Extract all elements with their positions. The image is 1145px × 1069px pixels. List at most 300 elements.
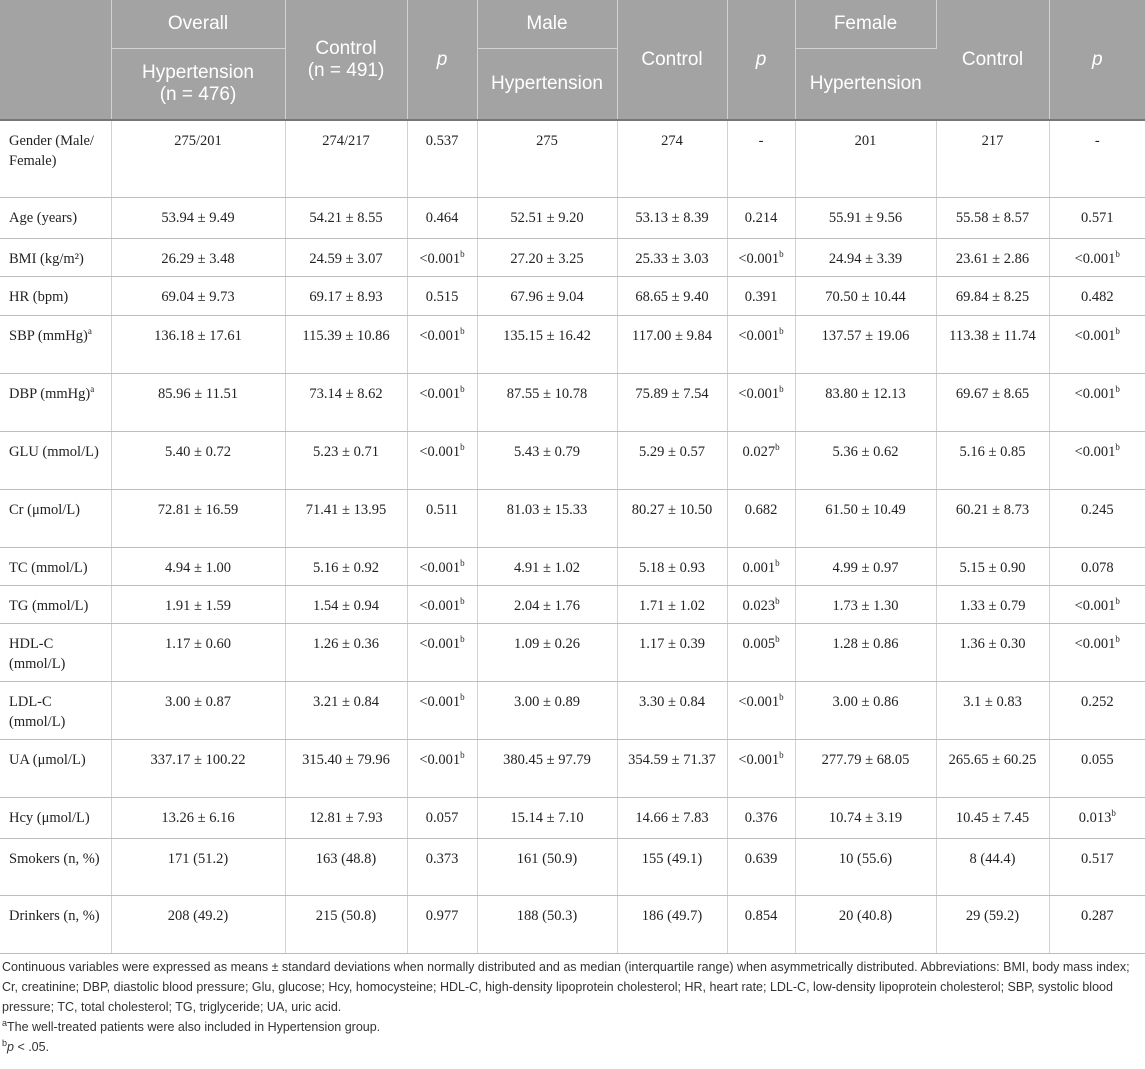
cell-value: 0.639: [744, 850, 778, 867]
row-label: [0, 489, 111, 547]
cell-male-hypertension: [477, 895, 617, 953]
cell-value: SBP (mmHg): [9, 327, 88, 344]
table-row: [0, 373, 1145, 431]
cell-value: 55.58 ± 8.57: [955, 209, 1030, 226]
cell-overall-hypertension: [111, 197, 285, 238]
cell-male-control: [617, 276, 727, 315]
cell-value: 5.43 ± 0.79: [514, 443, 580, 460]
cell-value: 0.376: [744, 809, 778, 826]
cell-value: 337.17 ± 100.22: [150, 751, 246, 768]
cell-female-p: [1049, 585, 1145, 623]
cell-value: 4.91 ± 1.02: [514, 559, 580, 576]
cell-value: <0.001: [419, 443, 461, 460]
cell-overall-p: [407, 373, 477, 431]
cell-female-control: [936, 373, 1049, 431]
cell-value: 186 (49.7): [641, 907, 703, 924]
cell-male-hypertension: [477, 315, 617, 373]
cell-male-hypertension: [477, 197, 617, 238]
cell-overall-p: [407, 797, 477, 838]
cell-value: 5.15 ± 0.90: [959, 559, 1026, 576]
cell-value: 13.26 ± 6.16: [161, 809, 235, 826]
cell-female-control: [936, 585, 1049, 623]
cell-value: <0.001: [419, 693, 461, 710]
col-header-overall-control: [285, 0, 407, 120]
col-header-female-p: p: [1049, 0, 1145, 120]
cell-male-control: [617, 681, 727, 739]
cell-value: 69.67 ± 8.65: [955, 385, 1030, 402]
cell-value: 3.21 ± 0.84: [313, 693, 379, 710]
cell-value: 1.33 ± 0.79: [959, 597, 1026, 614]
cell-value: 72.81 ± 16.59: [157, 501, 239, 518]
cell-value: Hcy (μmol/L): [9, 809, 90, 826]
cell-male-p: [727, 431, 795, 489]
cell-value: 1.17 ± 0.60: [165, 635, 231, 652]
footnote-marker: b: [460, 749, 465, 760]
cell-male-hypertension: [477, 238, 617, 276]
footnote-b-text: < .05.: [13, 1039, 50, 1054]
row-label: [0, 197, 111, 238]
cell-value: 201: [854, 133, 877, 149]
cell-value: 0.482: [1080, 288, 1114, 305]
cell-male-hypertension: [477, 623, 617, 681]
cell-value: 274: [661, 133, 683, 149]
cell-value: <0.001: [419, 597, 461, 614]
cell-value: UA (μmol/L): [9, 751, 86, 768]
footnote-marker: b: [775, 441, 780, 452]
cell-female-control: [936, 197, 1049, 238]
cell-male-p: [727, 315, 795, 373]
cell-overall-p: [407, 276, 477, 315]
cell-value: 163 (48.8): [315, 850, 377, 867]
footnote-marker: b: [1115, 633, 1120, 644]
cell-overall-p: [407, 431, 477, 489]
cell-value: <0.001: [419, 327, 461, 344]
footnote-main: Continuous variables were expressed as means ± standard deviations when normally distributed and as median (interquartile range) when asymmetrically distributed. Abbreviations: BMI, body mass index; Cr, creatinine; DBP, diastolic blood pressure; Glu, glucose; Hcy, homocysteine; HDL-C, high-density lipoprotein cholesterol; HR, heart rate; LDL-C, low-density lipoprotein cholesterol; SBP, systolic blood pressure; TC, total cholesterol; TG, triglyceride; UA, uric acid.: [2, 959, 1130, 1014]
cell-female-hypertension: [795, 431, 936, 489]
cell-value: Cr (μmol/L): [9, 501, 80, 518]
row-label: [0, 895, 111, 953]
cell-value: 12.81 ± 7.93: [309, 809, 383, 826]
footnote-marker: b: [775, 557, 780, 568]
cell-value: 135.15 ± 16.42: [503, 327, 591, 344]
cell-male-p: [727, 373, 795, 431]
cell-value: 10 (55.6): [838, 850, 893, 867]
cell-value: 217: [981, 133, 1004, 149]
cell-overall-hypertension: [111, 489, 285, 547]
cell-value: 24.59 ± 3.07: [309, 250, 383, 267]
cell-female-hypertension: [795, 120, 936, 197]
table-body: [0, 120, 1145, 953]
cell-male-control: [617, 797, 727, 838]
cell-value: 0.001: [742, 559, 776, 576]
cell-overall-control: [285, 489, 407, 547]
cell-overall-control: [285, 895, 407, 953]
cell-value: 54.21 ± 8.55: [309, 209, 383, 226]
cell-value: 52.51 ± 9.20: [510, 209, 584, 226]
cell-overall-hypertension: [111, 623, 285, 681]
col-header-overall-p: p: [407, 0, 477, 120]
cell-value: 215 (50.8): [315, 907, 377, 924]
cell-value: 0.245: [1080, 501, 1114, 518]
cell-female-p: [1049, 547, 1145, 585]
cell-female-hypertension: [795, 623, 936, 681]
cell-overall-p: [407, 120, 477, 197]
cell-male-p: [727, 547, 795, 585]
cell-value: 136.18 ± 17.61: [154, 327, 242, 344]
footnote-marker: b: [1111, 807, 1116, 818]
cell-value: <0.001: [419, 385, 461, 402]
cell-female-control: [936, 895, 1049, 953]
cell-value: Age (years): [9, 209, 78, 226]
row-label: [0, 797, 111, 838]
cell-value: 75.89 ± 7.54: [635, 385, 709, 402]
cell-value: 5.36 ± 0.62: [832, 443, 899, 460]
table-row: [0, 838, 1145, 895]
cell-female-hypertension: [795, 895, 936, 953]
cell-value: 265.65 ± 60.25: [948, 751, 1037, 768]
cell-value: <0.001: [419, 559, 461, 576]
cell-overall-hypertension: [111, 315, 285, 373]
cell-male-hypertension: [477, 373, 617, 431]
table-header: [0, 0, 1145, 120]
cell-overall-control: [285, 238, 407, 276]
group-header-overall: Overall: [111, 0, 285, 49]
group-header-female: Female: [795, 0, 936, 49]
cell-male-hypertension: [477, 681, 617, 739]
table-row: [0, 197, 1145, 238]
cell-value: 208 (49.2): [167, 907, 229, 924]
cell-female-control: [936, 838, 1049, 895]
cell-male-control: [617, 315, 727, 373]
cell-overall-hypertension: [111, 895, 285, 953]
cell-value: Drinkers (n, %): [9, 907, 100, 924]
footnote-marker: b: [779, 383, 784, 394]
cell-value: 1.73 ± 1.30: [832, 597, 899, 614]
cell-overall-control: [285, 797, 407, 838]
row-label: [0, 276, 111, 315]
cell-female-p: [1049, 489, 1145, 547]
cell-value: <0.001: [419, 250, 461, 267]
cell-value: 69.84 ± 8.25: [955, 288, 1030, 305]
cell-overall-hypertension: [111, 238, 285, 276]
cell-value: 4.94 ± 1.00: [165, 559, 231, 576]
cell-overall-p: [407, 838, 477, 895]
cell-value: 4.99 ± 0.97: [832, 559, 899, 576]
cell-overall-control: [285, 373, 407, 431]
footnote-b-mark: b: [2, 1037, 8, 1048]
cell-female-control: [936, 431, 1049, 489]
cell-overall-control: [285, 623, 407, 681]
cell-male-p: [727, 838, 795, 895]
footnote-marker: b: [1115, 248, 1120, 259]
col-header-male-control: Control: [617, 0, 727, 120]
cell-female-control: [936, 547, 1049, 585]
footnote-marker: b: [460, 441, 465, 452]
cell-female-hypertension: [795, 739, 936, 797]
footnote-marker: b: [779, 248, 784, 259]
cell-female-hypertension: [795, 489, 936, 547]
cell-value: 0.464: [425, 209, 459, 226]
cell-overall-p: [407, 623, 477, 681]
cell-value: 1.91 ± 1.59: [165, 597, 231, 614]
cell-overall-control: [285, 431, 407, 489]
cell-female-control: [936, 739, 1049, 797]
col-header-female-control: Control: [936, 0, 1049, 120]
cell-value: 1.17 ± 0.39: [639, 635, 705, 652]
cell-value: 27.20 ± 3.25: [510, 250, 584, 267]
cell-overall-control: [285, 739, 407, 797]
footnote-marker: b: [460, 325, 465, 336]
cell-value: 81.03 ± 15.33: [506, 501, 588, 518]
row-label: [0, 547, 111, 585]
cell-overall-control: [285, 276, 407, 315]
cell-overall-control: [285, 838, 407, 895]
footnote-marker: b: [775, 633, 780, 644]
cell-male-p: [727, 681, 795, 739]
table-footnotes: [0, 954, 1145, 1057]
table-row: [0, 681, 1145, 739]
cell-female-p: [1049, 373, 1145, 431]
cell-value: 3.00 ± 0.89: [514, 693, 580, 710]
cell-male-p: [727, 895, 795, 953]
cell-value: 53.13 ± 8.39: [635, 209, 709, 226]
cell-value: 0.537: [425, 133, 459, 149]
col-header-overall-hypertension: [111, 49, 285, 121]
cell-overall-p: [407, 739, 477, 797]
footnote-marker: b: [779, 325, 784, 336]
cell-value: 3.30 ± 0.84: [639, 693, 705, 710]
cell-value: 188 (50.3): [516, 907, 578, 924]
cell-value: DBP (mmHg): [9, 385, 91, 402]
header-corner: [0, 0, 111, 120]
row-label: [0, 681, 111, 739]
footnote-marker: b: [779, 691, 784, 702]
cell-value: 277.79 ± 68.05: [821, 751, 910, 768]
col-header-male-hypertension: Hypertension: [477, 49, 617, 121]
table-row: [0, 585, 1145, 623]
cell-overall-hypertension: [111, 276, 285, 315]
footnote-marker: b: [779, 749, 784, 760]
row-label: [0, 623, 111, 681]
cell-value: 354.59 ± 71.37: [628, 751, 716, 768]
cell-female-p: [1049, 120, 1145, 197]
cell-male-p: [727, 238, 795, 276]
row-label: [0, 238, 111, 276]
footnote-marker: b: [460, 248, 465, 259]
cell-value: <0.001: [1074, 597, 1116, 614]
cell-female-p: [1049, 431, 1145, 489]
cell-value: 60.21 ± 8.73: [955, 501, 1030, 518]
cell-female-p: [1049, 895, 1145, 953]
cell-female-p: [1049, 681, 1145, 739]
table-row: [0, 895, 1145, 953]
cell-female-hypertension: [795, 838, 936, 895]
cell-value: 1.71 ± 1.02: [639, 597, 705, 614]
cell-value: 0.391: [744, 288, 778, 305]
cell-overall-p: [407, 585, 477, 623]
cell-female-control: [936, 623, 1049, 681]
cell-value: 0.078: [1080, 559, 1114, 576]
cell-value: 0.027: [742, 443, 776, 460]
cell-value: 155 (49.1): [641, 850, 703, 867]
cell-value: 61.50 ± 10.49: [825, 501, 906, 518]
cell-value: 161 (50.9): [516, 850, 578, 867]
cell-overall-p: [407, 681, 477, 739]
table-row: [0, 120, 1145, 197]
cell-value: 380.45 ± 97.79: [503, 751, 591, 768]
cell-male-hypertension: [477, 120, 617, 197]
cell-female-hypertension: [795, 585, 936, 623]
table-row: [0, 797, 1145, 838]
cell-value: 0.057: [425, 809, 459, 826]
cell-value: 0.013: [1078, 809, 1112, 826]
cell-value: 26.29 ± 3.48: [161, 250, 235, 267]
cell-value: 5.23 ± 0.71: [313, 443, 379, 460]
cell-female-hypertension: [795, 197, 936, 238]
footnote-a-text: The well-treated patients were also included in Hypertension group.: [7, 1019, 381, 1034]
cell-female-p: [1049, 197, 1145, 238]
cell-value: 1.26 ± 0.36: [313, 635, 379, 652]
cell-value: 113.38 ± 11.74: [949, 327, 1036, 344]
cell-female-hypertension: [795, 797, 936, 838]
cell-male-control: [617, 373, 727, 431]
cell-value: 275/201: [174, 133, 222, 149]
cell-value: GLU (mmol/L): [9, 443, 99, 460]
cell-value: 274/217: [322, 133, 370, 149]
footnote-marker: b: [460, 383, 465, 394]
cell-overall-hypertension: [111, 739, 285, 797]
cell-value: LDL-C (mmol/L): [9, 693, 66, 730]
cell-male-hypertension: [477, 838, 617, 895]
cell-value: 29 (59.2): [965, 907, 1020, 924]
footnote-marker: b: [1115, 441, 1120, 452]
cell-female-p: [1049, 797, 1145, 838]
footnote-marker: b: [1115, 383, 1120, 394]
cell-overall-hypertension: [111, 838, 285, 895]
cell-female-control: [936, 238, 1049, 276]
col-header-male-p: p: [727, 0, 795, 120]
cell-value: 0.977: [425, 907, 459, 924]
row-label: [0, 315, 111, 373]
cell-male-p: [727, 739, 795, 797]
cell-value: 0.511: [425, 501, 459, 518]
row-label: [0, 739, 111, 797]
cell-value: TC (mmol/L): [9, 559, 88, 576]
row-label: [0, 373, 111, 431]
cell-value: 25.33 ± 3.03: [635, 250, 709, 267]
footnote-b-p: p: [7, 1039, 14, 1054]
cell-overall-control: [285, 547, 407, 585]
cell-male-control: [617, 838, 727, 895]
cell-value: 5.18 ± 0.93: [639, 559, 705, 576]
cell-overall-hypertension: [111, 120, 285, 197]
cell-female-control: [936, 120, 1049, 197]
cell-value: 0.252: [1080, 693, 1114, 710]
cell-value: 0.373: [425, 850, 459, 867]
cell-value: TG (mmol/L): [9, 597, 89, 614]
cell-overall-hypertension: [111, 797, 285, 838]
cell-value: 53.94 ± 9.49: [161, 209, 235, 226]
cell-value: 14.66 ± 7.83: [635, 809, 709, 826]
table-row: [0, 276, 1145, 315]
cell-value: 1.09 ± 0.26: [514, 635, 580, 652]
row-label: [0, 431, 111, 489]
cell-value: 20 (40.8): [838, 907, 893, 924]
cell-value: 0.571: [1080, 209, 1114, 226]
cell-value: 0.854: [744, 907, 778, 924]
cell-overall-control: [285, 585, 407, 623]
col-header-n: (n = 491): [307, 59, 385, 81]
cell-value: 68.65 ± 9.40: [635, 288, 709, 305]
cell-overall-p: [407, 547, 477, 585]
cell-value: <0.001: [1074, 250, 1116, 267]
cell-value: 5.16 ± 0.85: [959, 443, 1026, 460]
cell-value: 80.27 ± 10.50: [631, 501, 713, 518]
cell-value: 5.40 ± 0.72: [165, 443, 231, 460]
cell-value: 0.023: [742, 597, 776, 614]
cell-value: 67.96 ± 9.04: [510, 288, 584, 305]
cell-male-p: [727, 797, 795, 838]
cell-value: 0.682: [744, 501, 778, 518]
cell-overall-p: [407, 197, 477, 238]
cell-value: 69.04 ± 9.73: [161, 288, 235, 305]
table-row: [0, 623, 1145, 681]
footnote-marker: b: [1115, 595, 1120, 606]
col-header-main: Control: [315, 37, 377, 59]
footnote-marker: b: [460, 595, 465, 606]
footnote-marker: b: [460, 557, 465, 568]
cell-female-p: [1049, 315, 1145, 373]
footnote-b: [2, 1037, 1143, 1057]
row-label: [0, 120, 111, 197]
cell-overall-control: [285, 197, 407, 238]
cell-female-p: [1049, 623, 1145, 681]
col-header-female-hypertension: Hypertension: [795, 49, 936, 121]
cell-male-hypertension: [477, 797, 617, 838]
cell-male-control: [617, 120, 727, 197]
cell-value: 10.45 ± 7.45: [955, 809, 1030, 826]
cell-overall-control: [285, 315, 407, 373]
footnote-marker: b: [460, 633, 465, 644]
cell-male-hypertension: [477, 547, 617, 585]
cell-female-p: [1049, 739, 1145, 797]
cell-female-p: [1049, 238, 1145, 276]
footnote-marker: b: [775, 595, 780, 606]
cell-overall-control: [285, 681, 407, 739]
cell-value: 55.91 ± 9.56: [828, 209, 903, 226]
cell-value: 73.14 ± 8.62: [309, 385, 383, 402]
cell-male-control: [617, 489, 727, 547]
cell-female-hypertension: [795, 547, 936, 585]
table-row: [0, 739, 1145, 797]
cell-female-p: [1049, 276, 1145, 315]
cell-value: 8 (44.4): [969, 850, 1016, 867]
cell-value: 2.04 ± 1.76: [514, 597, 580, 614]
cell-value: 69.17 ± 8.93: [309, 288, 383, 305]
cell-value: <0.001: [1074, 443, 1116, 460]
cell-value: HR (bpm): [9, 288, 69, 305]
footnote-marker: b: [1115, 325, 1120, 336]
cell-value: 1.28 ± 0.86: [832, 635, 899, 652]
cell-value: 171 (51.2): [167, 850, 229, 867]
cell-overall-p: [407, 315, 477, 373]
cell-value: <0.001: [738, 751, 780, 768]
cell-overall-control: [285, 120, 407, 197]
cell-value: 5.29 ± 0.57: [639, 443, 705, 460]
cell-value: 10.74 ± 3.19: [828, 809, 903, 826]
cell-value: 15.14 ± 7.10: [510, 809, 584, 826]
cell-male-p: [727, 276, 795, 315]
